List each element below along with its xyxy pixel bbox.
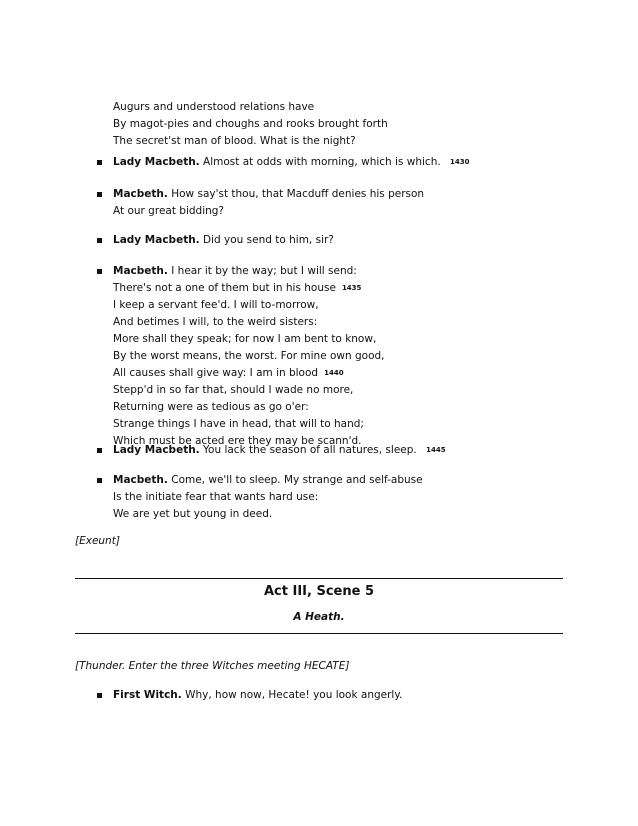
line-number: 1430 bbox=[450, 158, 470, 166]
line-number: 1445 bbox=[426, 446, 446, 454]
verse-line: Why, how now, Hecate! you look angerly. bbox=[185, 689, 403, 701]
bullet-icon bbox=[97, 160, 102, 165]
line-number: 1435 bbox=[341, 284, 362, 292]
verse-line: Is the initiate fear that wants hard use: bbox=[113, 491, 319, 503]
verse-line: The secret'st man of blood. What is the night? bbox=[113, 135, 356, 147]
speech-item bbox=[97, 154, 470, 171]
verse-line: Augurs and understood relations have bbox=[113, 101, 315, 113]
speaker-name: Macbeth. bbox=[113, 188, 168, 200]
verse-line: Returning were as tedious as go o'er: bbox=[113, 401, 309, 413]
scene-divider-bottom bbox=[75, 633, 563, 634]
bullet-icon bbox=[97, 478, 102, 483]
speech-item bbox=[97, 442, 446, 459]
speech-item bbox=[97, 263, 385, 450]
verse-line: Stepp'd in so far that, should I wade no more, bbox=[113, 384, 354, 396]
bullet-icon bbox=[97, 269, 102, 274]
speaker-name: Lady Macbeth. bbox=[113, 444, 200, 456]
verse-line: By the worst means, the worst. For mine own good, bbox=[113, 350, 385, 362]
stage-direction-entrance: [Thunder. Enter the three Witches meeting HECATE] bbox=[75, 660, 350, 672]
speaker-name: First Witch. bbox=[113, 689, 182, 701]
speech-item bbox=[97, 186, 424, 220]
verse-line: And betimes I will, to the weird sisters: bbox=[113, 316, 318, 328]
verse-line: There's not a one of them but in his house bbox=[113, 282, 336, 294]
speaker-name: Lady Macbeth. bbox=[113, 156, 200, 168]
verse-continuation bbox=[113, 99, 388, 150]
verse-line: Strange things I have in head, that will to hand; bbox=[113, 418, 364, 430]
scene-divider-top bbox=[75, 578, 563, 579]
verse-line: I hear it by the way; but I will send: bbox=[171, 265, 357, 277]
verse-line: How say'st thou, that Macduff denies his person bbox=[171, 188, 425, 200]
verse-line: Did you send to him, sir? bbox=[203, 234, 334, 246]
verse-line: Almost at odds with morning, which is which. bbox=[203, 156, 441, 168]
verse-line: At our great bidding? bbox=[113, 205, 225, 217]
line-number: 1440 bbox=[324, 369, 344, 377]
speaker-name: Macbeth. bbox=[113, 474, 168, 486]
stage-direction-exeunt: [Exeunt] bbox=[75, 535, 120, 547]
bullet-icon bbox=[97, 448, 102, 453]
bullet-icon bbox=[97, 238, 102, 243]
speech-item bbox=[97, 232, 334, 249]
scene-title: Act III, Scene 5 bbox=[263, 584, 374, 599]
speech-item bbox=[97, 472, 423, 523]
verse-line: Which must be acted ere they may be scann'd. bbox=[113, 435, 362, 447]
verse-line: More shall they speak; for now I am bent to know, bbox=[113, 333, 377, 345]
bullet-icon bbox=[97, 192, 102, 197]
verse-line: By magot-pies and choughs and rooks brought forth bbox=[113, 118, 388, 130]
verse-line: You lack the season of all natures, sleep. bbox=[203, 444, 417, 456]
verse-line: We are yet but young in deed. bbox=[113, 508, 273, 520]
verse-line: Come, we'll to sleep. My strange and self-abuse bbox=[171, 474, 423, 486]
speaker-name: Macbeth. bbox=[113, 265, 168, 277]
speech-item bbox=[97, 687, 402, 704]
speaker-name: Lady Macbeth. bbox=[113, 234, 200, 246]
verse-line: I keep a servant fee'd. I will to-morrow, bbox=[113, 299, 319, 311]
bullet-icon bbox=[97, 693, 102, 698]
verse-line: All causes shall give way: I am in blood bbox=[113, 367, 319, 379]
scene-location: A Heath. bbox=[293, 611, 345, 623]
